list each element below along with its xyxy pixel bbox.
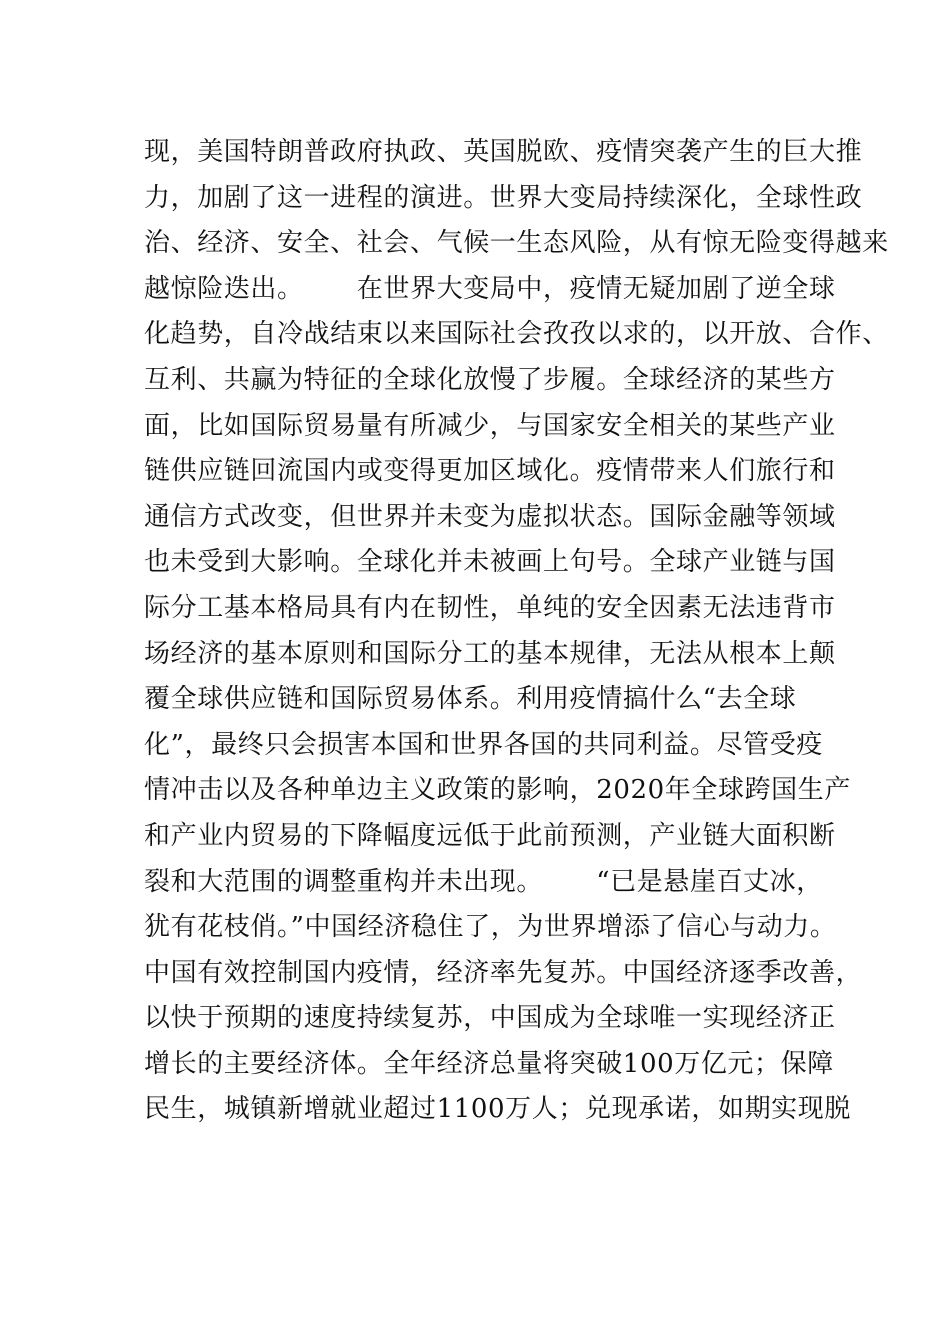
text-line: 犹有花枝俏。”中国经济稳住了，为世界增添了信心与动力。 xyxy=(144,912,837,943)
text-line: 增长的主要经济体。全年经济总量将突破100万亿元；保障 xyxy=(144,1048,834,1079)
text-line: 民生，城镇新增就业超过1100万人；兑现承诺，如期实现脱 xyxy=(144,1094,851,1125)
text-line: 链供应链回流国内或变得更加区域化。疫情带来人们旅行和 xyxy=(144,456,836,487)
text-line: 以快于预期的速度持续复苏，中国成为全球唯一实现经济正 xyxy=(144,1003,836,1034)
text-line: 力，加剧了这一进程的演进。世界大变局持续深化，全球性政 xyxy=(144,182,863,213)
text-line: 中国有效控制国内疫情，经济率先复苏。中国经济逐季改善， xyxy=(144,957,863,988)
text-line: 互利、共赢为特征的全球化放慢了步履。全球经济的某些方 xyxy=(144,364,836,395)
text-line: 越惊险迭出。 在世界大变局中，疫情无疑加剧了逆全球 xyxy=(144,273,836,304)
text-line: 和产业内贸易的下降幅度远低于此前预测，产业链大面积断 xyxy=(144,820,836,851)
text-line: 覆全球供应链和国际贸易体系。利用疫情搞什么“去全球 xyxy=(144,684,797,715)
text-line: 化”，最终只会损害本国和世界各国的共同利益。尽管受疫 xyxy=(144,729,823,760)
text-line: 裂和大范围的调整重构并未出现。 “已是悬崖百丈冰， xyxy=(144,866,823,897)
text-line: 面，比如国际贸易量有所减少，与国家安全相关的某些产业 xyxy=(144,410,836,441)
text-line: 通信方式改变，但世界并未变为虚拟状态。国际金融等领域 xyxy=(144,501,836,532)
body-text xyxy=(144,130,889,1133)
text-line: 场经济的基本原则和国际分工的基本规律，无法从根本上颠 xyxy=(144,638,836,669)
text-line: 也未受到大影响。全球化并未被画上句号。全球产业链与国 xyxy=(144,547,836,578)
text-line: 治、经济、安全、社会、气候一生态风险，从有惊无险变得越来 xyxy=(144,228,889,259)
text-line: 际分工基本格局具有内在韧性，单纯的安全因素无法违背市 xyxy=(144,592,836,623)
text-line: 化趋势，自冷战结束以来国际社会孜孜以求的，以开放、合作、 xyxy=(144,319,889,350)
text-line: 情冲击以及各种单边主义政策的影响，2020年全球跨国生产 xyxy=(144,775,851,806)
text-line: 现，美国特朗普政府执政、英国脱欧、疫情突袭产生的巨大推 xyxy=(144,137,863,167)
